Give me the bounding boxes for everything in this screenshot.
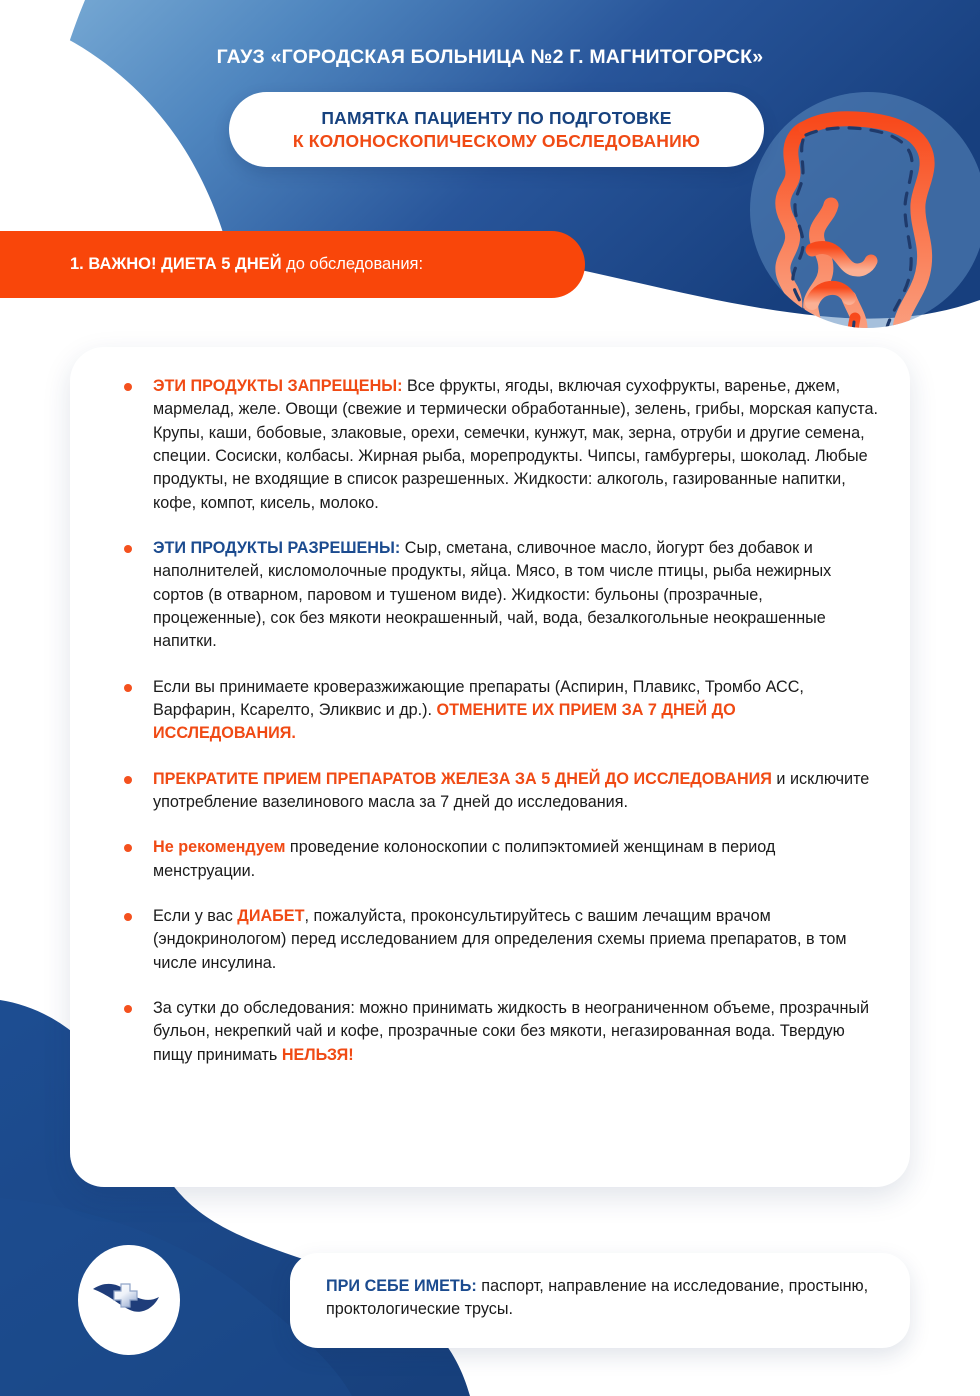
bullet-dot-icon: [124, 844, 132, 852]
list-item: [110, 676, 880, 746]
diet-banner: [0, 231, 585, 298]
list-item: [110, 836, 880, 883]
menstruation-lead: Не рекомендуем: [153, 838, 286, 857]
bullet-dot-icon: [124, 776, 132, 784]
bullet-dot-icon: [124, 913, 132, 921]
instructions-card: [70, 347, 910, 1187]
blood-thinners-warning: ОТМЕНИТЕ ИХ ПРИЕМ ЗА 7 ДНЕЙ ДО ИССЛЕДОВАНИЯ.: [153, 700, 736, 743]
memo-title-card: [229, 92, 764, 167]
forbidden-products-body: Все фрукты, ягоды, включая сухофрукты, варенье, джем, мармелад, желе. Овощи (свежие и термически обработанные), зелень, грибы, морская капуста. Крупы, каши, бобовые, злаковые, орехи, семечки, кунжут, мак, зерна, отруби и другие семена, специи. Сосиски, колбасы. Жирная рыба, морепродукты. Чипсы, гамбургеры, шоколад. Любые продукты, не входящие в список разрешенных. Жидкости: алкоголь, газированные напитки, кофе, компот, кисель, молоко.: [153, 377, 878, 512]
hospital-title: ГАУЗ «ГОРОДСКАЯ БОЛЬНИЦА №2 Г. МАГНИТОГОРСК»: [216, 46, 764, 68]
allowed-products-lead: ЭТИ ПРОДУКТЫ РАЗРЕШЕНЫ:: [153, 538, 401, 557]
bullet-dot-icon: [124, 545, 132, 553]
list-item: [110, 537, 880, 654]
diabetes-keyword: ДИАБЕТ: [237, 906, 305, 925]
allowed-products-body: Сыр, сметана, сливочное масло, йогурт без добавок и наполнителей, кисломолочные продукты, яйца. Мясо, в том числе птицы, рыба нежирных сортов (в отварном, паровом и тушеном виде). Жидкости: бульоны (прозрачные, процеженные), сок без мякоти неокрашенный, чай, вода, безалкогольные неокрашенные напитки.: [153, 538, 832, 651]
hospital-logo-badge: [78, 1245, 180, 1355]
list-item: [110, 375, 880, 515]
memo-title-line2: К КОЛОНОСКОПИЧЕСКОМУ ОБСЛЕДОВАНИЮ: [292, 130, 701, 151]
instructions-list: [110, 375, 880, 1067]
bring-with-you-lead: ПРИ СЕБЕ ИМЕТЬ:: [326, 1277, 477, 1295]
bullet-dot-icon: [124, 684, 132, 692]
blood-thinners-text: Если вы принимаете кроверазжижающие препараты (Аспирин, Плавикс, Тромбо АСС, Варфарин, Ксарелто, Эликвис и др.).: [153, 677, 804, 719]
list-item: [110, 768, 880, 815]
bullet-dot-icon: [124, 383, 132, 391]
list-item: [110, 905, 880, 975]
day-before-warning: НЕЛЬЗЯ!: [281, 1045, 354, 1064]
forbidden-products-lead: ЭТИ ПРОДУКТЫ ЗАПРЕЩЕНЫ:: [153, 377, 403, 395]
diet-banner-text: [70, 255, 423, 275]
list-item: [110, 997, 880, 1067]
memo-title-line1: ПАМЯТКА ПАЦИЕНТУ ПО ПОДГОТОВКЕ: [321, 107, 672, 128]
diet-banner-strong: 1. ВАЖНО! ДИЕТА 5 ДНЕЙ: [70, 254, 282, 273]
bring-with-you-body: паспорт, направление на исследование, простыню, проктологические трусы.: [326, 1277, 869, 1319]
iron-supplements-body: и исключите употребление вазелинового масла за 7 дней до исследования.: [153, 769, 870, 811]
day-before-text: За сутки до обследования: можно принимать жидкость в неограниченном объеме, прозрачный бульон, некрепкий чай и кофе, прозрачные соки без мякоти, негазированная вода. Твердую пищу принимать: [153, 998, 870, 1064]
diabetes-pre: Если у вас: [153, 906, 238, 925]
iron-supplements-lead: ПРЕКРАТИТЕ ПРИЕМ ПРЕПАРАТОВ ЖЕЛЕЗА ЗА 5 ДНЕЙ ДО ИССЛЕДОВАНИЯ: [153, 769, 772, 788]
menstruation-body: проведение колоноскопии с полипэктомией женщинам в период менструации.: [153, 838, 776, 880]
diabetes-post: , пожалуйста, проконсультируйтесь с вашим лечащим врачом (эндокринологом) перед исследованием для определения схемы приема препаратов, в том числе инсулина.: [153, 906, 847, 972]
bring-with-you-card: [290, 1253, 910, 1348]
hospital-logo-cross-wave-icon: [91, 1273, 167, 1327]
diet-banner-rest: до обследования:: [281, 254, 424, 273]
bullet-dot-icon: [124, 1005, 132, 1013]
